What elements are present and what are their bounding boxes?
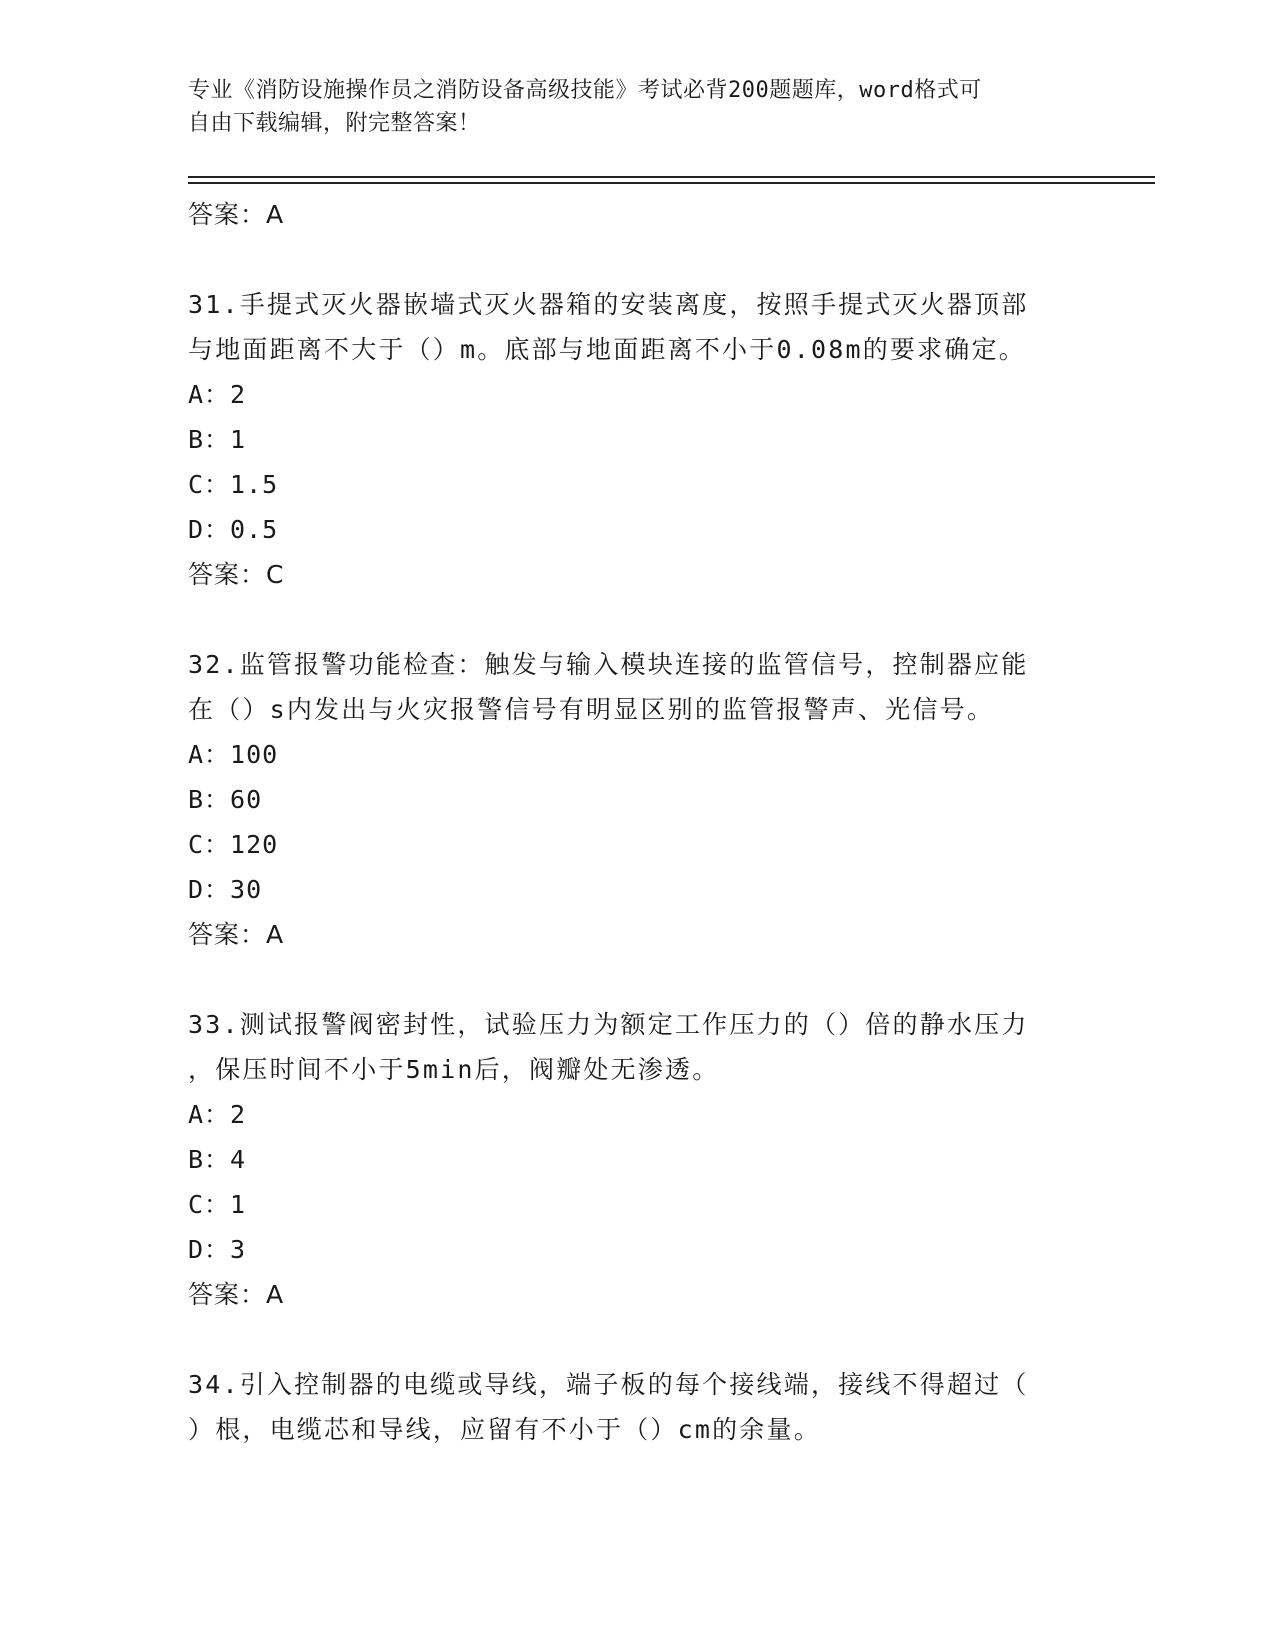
question-stem: 33.测试报警阀密封性，试验压力为额定工作压力的（）倍的静水压力 ，保压时间不小于5min后，阀瓣处无渗透。 (188, 1010, 1029, 1084)
option-c: C：120 (188, 830, 279, 859)
question-34 (188, 1362, 1088, 1452)
header-rule-bottom (188, 182, 1155, 184)
question-stem: 32.监管报警功能检查：触发与输入模块连接的监管信号，控制器应能 在（）s内发出与火灾报警信号有明显区别的监管报警声、光信号。 (188, 650, 1029, 724)
answer-line: 答案：A (188, 200, 285, 229)
question-31 (188, 282, 1088, 598)
option-a: A：2 (188, 1100, 247, 1129)
header-rule-top (188, 176, 1155, 178)
question-32 (188, 642, 1088, 958)
question-33 (188, 1002, 1088, 1318)
page-header (188, 74, 1068, 140)
option-c: C：1 (188, 1190, 247, 1219)
option-a: A：2 (188, 380, 247, 409)
option-d: D：0.5 (188, 515, 279, 544)
option-b: B：1 (188, 425, 247, 454)
option-b: B：60 (188, 785, 263, 814)
question-stem: 34.引入控制器的电缆或导线，端子板的每个接线端，接线不得超过（ ）根，电缆芯和导线，应留有不小于（）cm的余量。 (188, 1370, 1029, 1444)
option-d: D：30 (188, 875, 263, 904)
question-stem: 31.手提式灭火器嵌墙式灭火器箱的安装离度，按照手提式灭火器顶部 与地面距离不大于（）m。底部与地面距离不小于0.08m的要求确定。 (188, 290, 1029, 364)
header-line-2: 自由下载编辑，附完整答案！ (188, 111, 481, 136)
option-a: A：100 (188, 740, 279, 769)
answer-line: 答案：C (188, 560, 285, 589)
answer-line: 答案：A (188, 920, 285, 949)
header-line-1: 专业《消防设施操作员之消防设备高级技能》考试必背200题题库，word格式可 (188, 78, 982, 103)
option-d: D：3 (188, 1235, 247, 1264)
option-b: B：4 (188, 1145, 247, 1174)
question-list (188, 192, 1088, 1452)
answer-line: 答案：A (188, 1280, 285, 1309)
option-c: C：1.5 (188, 470, 279, 499)
